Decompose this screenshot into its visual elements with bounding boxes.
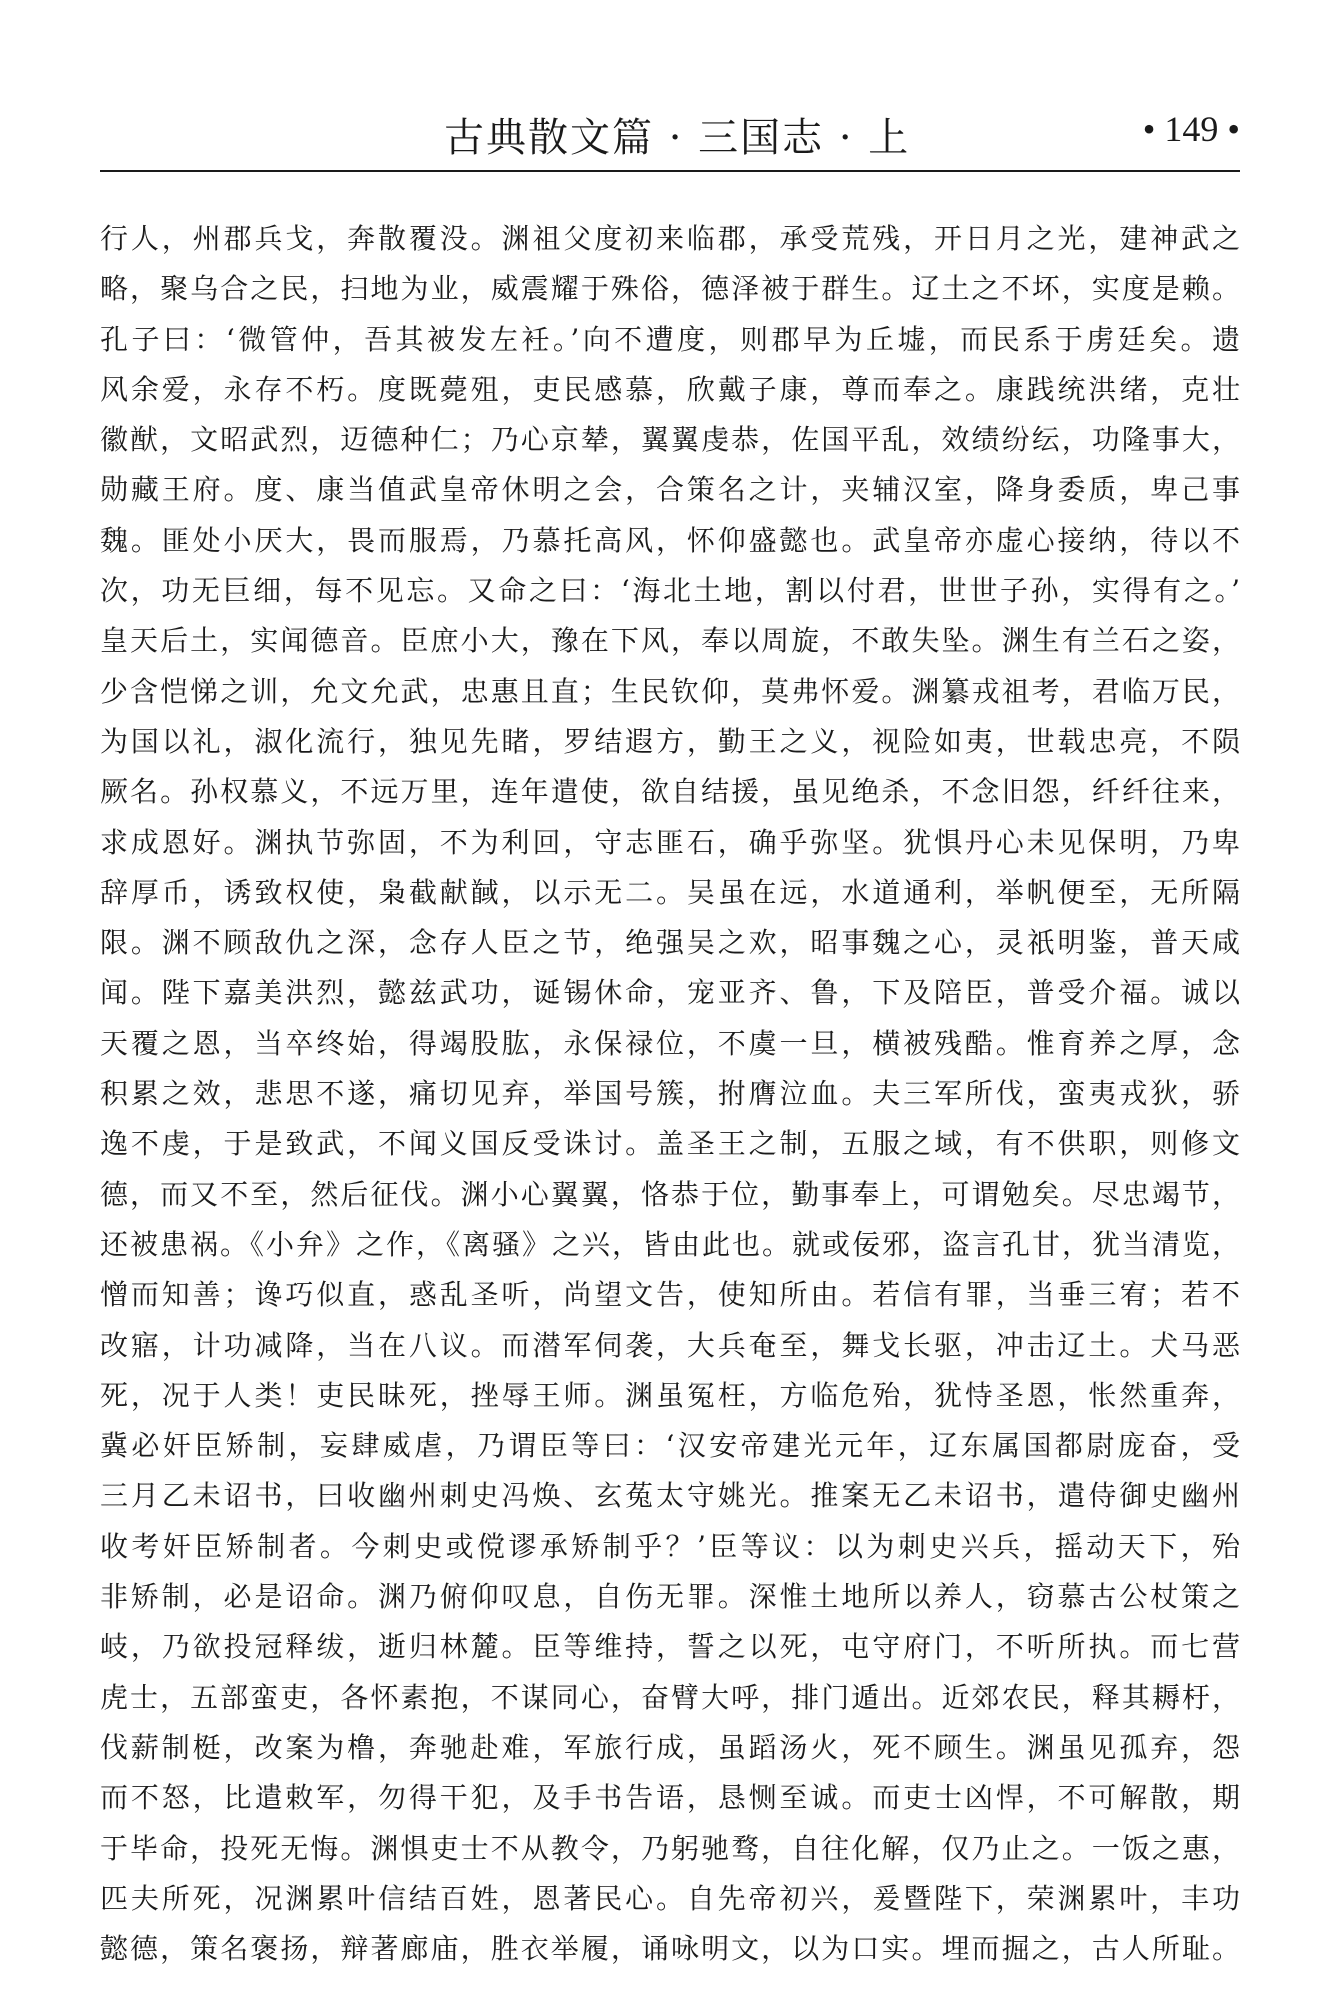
text-line: 勋藏王府。度、康当值武皇帝休明之会，合策名之计，夹辅汉室，降身委质，卑己事 bbox=[100, 473, 1240, 507]
text-line: 求成恩好。渊执节弥固，不为利回，守志匪石，确乎弥坚。犹惧丹心未见保明，乃卑 bbox=[100, 825, 1240, 859]
text-line: 积累之效，悲思不遂，痛切见弃，举国号簇，拊膺泣血。夫三军所伐，蛮夷戎狄，骄 bbox=[100, 1077, 1240, 1111]
text-line: 匹夫所死，况渊累叶信结百姓，恩著民心。自先帝初兴，爰暨陛下，荣渊累叶，丰功 bbox=[100, 1881, 1240, 1915]
text-line: 非矫制，必是诏命。渊乃俯仰叹息，自伤无罪。深惟土地所以养人，窃慕古公杖策之 bbox=[100, 1580, 1240, 1614]
text-line: 懿德，策名褒扬，辩著廊庙，胜衣举履，诵咏明文，以为口实。埋而掘之，古人所耻。 bbox=[100, 1932, 1240, 1966]
text-line: 死，况于人类！吏民昧死，挫辱王师。渊虽冤枉，方临危殆，犹恃圣恩，怅然重奔， bbox=[100, 1378, 1240, 1412]
text-line: 还被患祸。《小弁》之作，《离骚》之兴，皆由此也。就或佞邪，盗言孔甘，犹当清览， bbox=[100, 1227, 1240, 1261]
text-line: 憎而知善；谗巧似直，惑乱圣听，尚望文告，使知所由。若信有罪，当垂三宥；若不 bbox=[100, 1278, 1240, 1312]
running-header-title: 古典散文篇 · 三国志 · 上 bbox=[444, 115, 911, 161]
text-line: 冀必奸臣矫制，妄肆威虐，乃谓臣等曰：‘汉安帝建光元年，辽东属国都尉庞奋，受 bbox=[100, 1429, 1240, 1463]
text-line: 皇天后土，实闻德音。臣庶小大，豫在下风，奉以周旋，不敢失坠。渊生有兰石之姿， bbox=[100, 624, 1240, 658]
text-line: 三月乙未诏书，曰收幽州刺史冯焕、玄菟太守姚光。推案无乙未诏书，遣侍御史幽州 bbox=[100, 1479, 1240, 1513]
text-line: 岐，乃欲投冠释绂，逝归林麓。臣等维持，誓之以死，屯守府门，不听所执。而七营 bbox=[100, 1630, 1240, 1664]
text-line: 而不怒，比遣敕军，勿得干犯，及手书告语，恳恻至诚。而吏士凶悍，不可解散，期 bbox=[100, 1781, 1240, 1815]
text-line: 行人，州郡兵戈，奔散覆没。渊祖父度初来临郡，承受荒残，开日月之光，建神武之 bbox=[100, 222, 1240, 255]
text-line: 风余爱，永存不朽。度既薨殂，吏民感慕，欣戴子康，尊而奉之。康践统洪绪，克壮 bbox=[100, 372, 1240, 406]
text-line: 德，而又不至，然后征伐。渊小心翼翼，恪恭于位，勤事奉上，可谓勉矣。尽忠竭节， bbox=[100, 1177, 1240, 1211]
page-number: • 149 • bbox=[1142, 109, 1240, 149]
text-line: 为国以礼，淑化流行，独见先睹，罗结遐方，勤王之义，视险如夷，世载忠亮，不陨 bbox=[100, 724, 1240, 758]
text-line: 闻。陛下嘉美洪烈，懿兹武功，诞锡休命，宠亚齐、鲁，下及陪臣，普受介福。诚以 bbox=[100, 976, 1240, 1010]
header-rule bbox=[100, 170, 1240, 172]
text-line: 少含恺悌之训，允文允武，忠惠且直；生民钦仰，莫弗怀爱。渊纂戎祖考，君临万民， bbox=[100, 674, 1240, 708]
text-line: 次，功无巨细，每不见忘。又命之曰：‘海北土地，割以付君，世世子孙，实得有之。’ bbox=[100, 574, 1240, 608]
text-line: 徽猷，文昭武烈，迈德种仁；乃心京辇，翼翼虔恭，佐国平乱，效绩纷纭，功隆事大， bbox=[100, 423, 1240, 457]
running-header bbox=[100, 0, 1240, 174]
text-line: 逸不虔，于是致武，不闻义国反受诛讨。盖圣王之制，五服之域，有不供职，则修文 bbox=[100, 1127, 1240, 1161]
text-line: 限。渊不顾敌仇之深，念存人臣之节，绝强吴之欢，昭事魏之心，灵祇明鉴，普天咸 bbox=[100, 926, 1240, 960]
text-line: 魏。匪处小厌大，畏而服焉，乃慕托高风，怀仰盛懿也。武皇帝亦虚心接纳，待以不 bbox=[100, 523, 1240, 557]
text-line: 辞厚币，诱致权使，枭截献馘，以示无二。吴虽在远，水道通利，举帆便至，无所隔 bbox=[100, 875, 1240, 909]
text-line: 孔子曰：‘微管仲，吾其被发左衽。’向不遭度，则郡早为丘墟，而民系于虏廷矣。遗 bbox=[100, 322, 1240, 356]
text-line: 略，聚乌合之民，扫地为业，威震耀于殊俗，德泽被于群生。辽土之不坏，实度是赖。 bbox=[100, 272, 1240, 306]
text-line: 收考奸臣矫制者。今刺史或傥谬承矫制乎？’臣等议：以为刺史兴兵，摇动天下，殆 bbox=[100, 1529, 1240, 1563]
body-text bbox=[100, 214, 1240, 1974]
text-line: 伐薪制梃，改案为橹，奔驰赴难，军旅行成，虽蹈汤火，死不顾生。渊虽见孤弃，怨 bbox=[100, 1730, 1240, 1764]
text-line: 改寤，计功减降，当在八议。而潜军伺袭，大兵奄至，舞戈长驱，冲击辽土。犬马恶 bbox=[100, 1328, 1240, 1362]
text-line: 天覆之恩，当卒终始，得竭股肱，永保禄位，不虞一旦，横被残酷。惟育养之厚，念 bbox=[100, 1026, 1240, 1060]
text-line: 厥名。孙权慕义，不远万里，连年遣使，欲自结援，虽见绝杀，不念旧怨，纤纤往来， bbox=[100, 775, 1240, 809]
text-line: 虎士，五部蛮吏，各怀素抱，不谋同心，奋臂大呼，排门遁出。近郊农民，释其耨杅， bbox=[100, 1680, 1240, 1714]
text-line: 于毕命，投死无悔。渊惧吏士不从教令，乃躬驰骛，自往化解，仅乃止之。一饭之惠， bbox=[100, 1831, 1240, 1865]
